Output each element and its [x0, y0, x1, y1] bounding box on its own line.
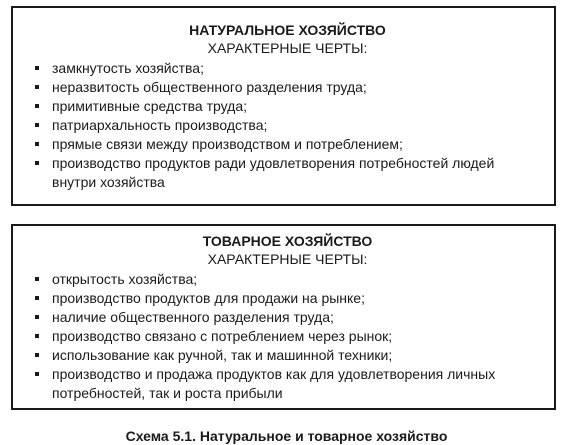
bullet-icon — [35, 104, 39, 108]
list-item: производство продуктов ради удовлетворения потребностей людей внутри хозяйства — [35, 154, 540, 192]
bullet-icon — [35, 277, 39, 281]
bullet-icon — [35, 142, 39, 146]
commodity-economy-box — [11, 224, 556, 410]
natural-economy-list — [35, 59, 540, 192]
list-item: производство продуктов для продажи на рынке; — [35, 289, 540, 308]
natural-economy-box — [11, 6, 556, 206]
bullet-icon — [35, 161, 39, 165]
natural-economy-title: НАТУРАЛЬНОЕ ХОЗЯЙСТВО — [189, 22, 386, 38]
list-item: производство и продажа продуктов как для удовлетворения личных потребностей, так и роста прибыли — [35, 365, 540, 403]
bullet-icon — [35, 353, 39, 357]
commodity-economy-list — [35, 270, 540, 403]
list-item: открытость хозяйства; — [35, 270, 540, 289]
list-item: наличие общественного разделения труда; — [35, 308, 540, 327]
list-item: прямые связи между производством и потреблением; — [35, 135, 540, 154]
commodity-economy-subtitle: ХАРАКТЕРНЫЕ ЧЕРТЫ: — [207, 251, 368, 267]
list-item: замкнутость хозяйства; — [35, 59, 540, 78]
natural-economy-subtitle: ХАРАКТЕРНЫЕ ЧЕРТЫ: — [207, 40, 368, 56]
commodity-economy-title: ТОВАРНОЕ ХОЗЯЙСТВО — [202, 233, 373, 249]
bullet-icon — [35, 296, 39, 300]
list-item: производство связано с потреблением через рынок; — [35, 327, 540, 346]
bullet-icon — [35, 85, 39, 89]
bullet-icon — [35, 123, 39, 127]
bullet-icon — [35, 334, 39, 338]
bullet-icon — [35, 66, 39, 70]
list-item: использование как ручной, так и машинной техники; — [35, 346, 540, 365]
list-item: патриархальность производства; — [35, 116, 540, 135]
list-item: примитивные средства труда; — [35, 97, 540, 116]
bullet-icon — [35, 315, 39, 319]
figure-caption: Схема 5.1. Натуральное и товарное хозяйство — [125, 428, 448, 444]
bullet-icon — [35, 372, 39, 376]
list-item: неразвитость общественного разделения труда; — [35, 78, 540, 97]
